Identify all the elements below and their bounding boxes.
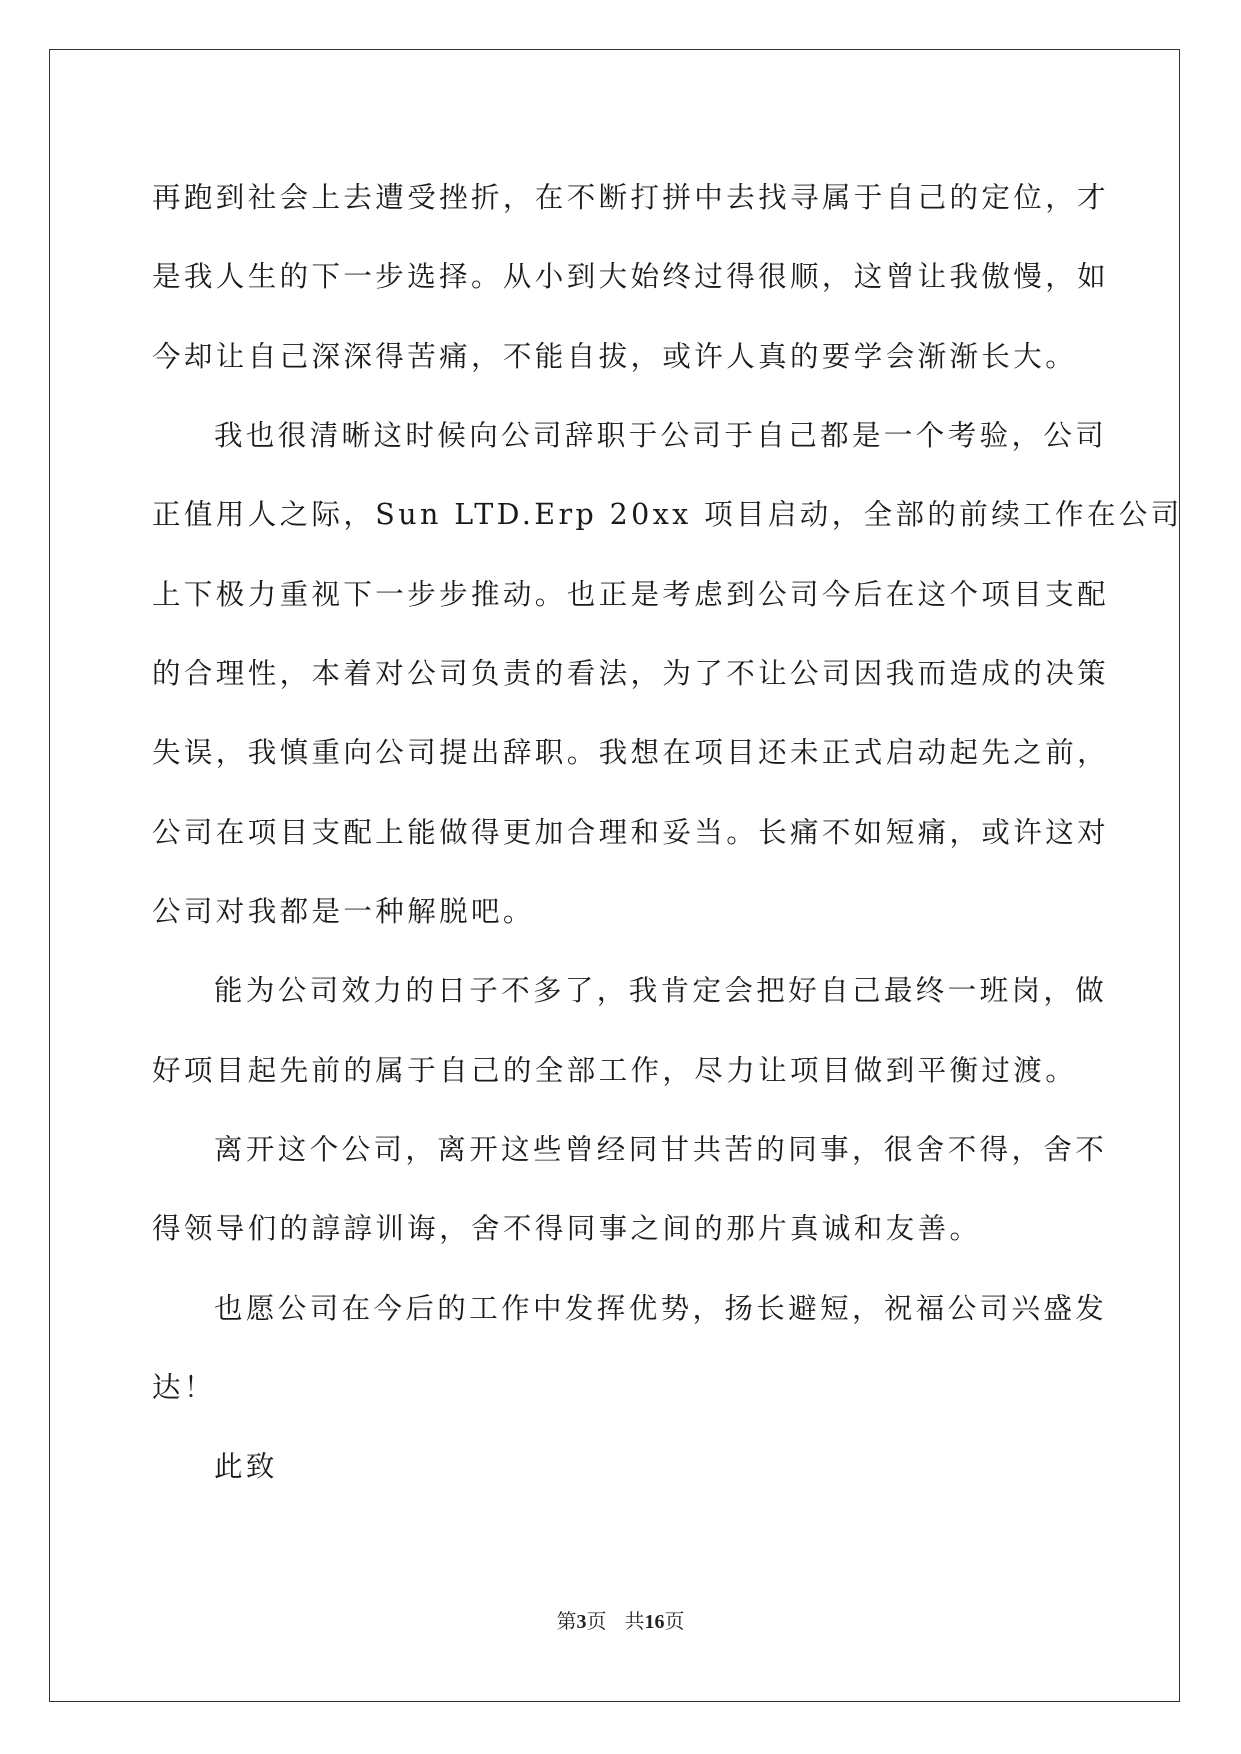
footer-total-suffix: 页: [664, 1611, 685, 1633]
footer-total-prefix: 共: [624, 1611, 645, 1633]
footer-total-number: 16: [644, 1611, 665, 1633]
footer-page-number: 3: [576, 1611, 587, 1633]
page-footer: [0, 1605, 1241, 1634]
footer-page-suffix: 页: [586, 1611, 607, 1633]
footer-page-prefix: 第: [556, 1611, 577, 1633]
